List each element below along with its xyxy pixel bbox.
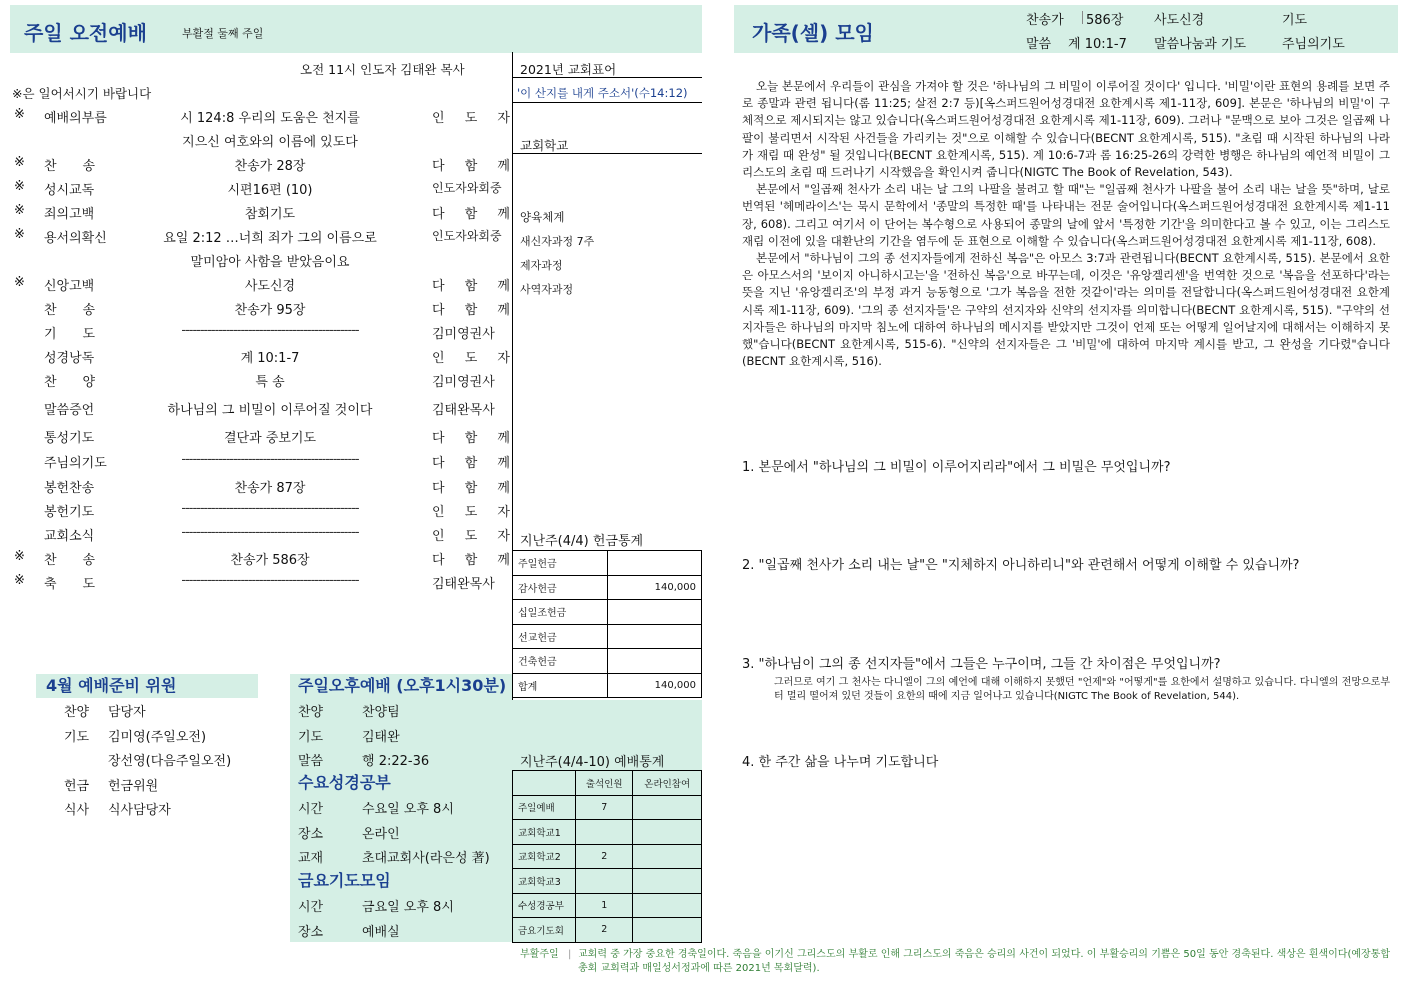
sermon-text — [742, 78, 1390, 370]
order-row: 봉헌찬송 찬송가 87장 다 함 께 — [44, 481, 510, 496]
list-item: 식사 식사담당자 — [64, 803, 171, 818]
footer-text: 교회력 중 가장 중요한 경축일이다. 죽음을 이기신 그리스도의 부활로 인해 그리스도의 죽음은 승리의 사건이 되었다. 이 부활승리의 기쁨은 50일 동안 경축된다. 색상은 흰색이다(예장통합 총회 교회력과 매일성서정과에 따른 2021년 목회달력). — [578, 949, 1390, 974]
order-row: ※ 축 도 ------------------------------------------------ 김태완목사 — [14, 573, 495, 592]
list-item: 장선영(다음주일오전) — [108, 754, 232, 769]
order-row: 찬 송 찬송가 95장 다 함 께 — [44, 303, 510, 318]
table-row: 금요기도회 2 — [513, 918, 702, 943]
table-row: 주일예배 7 — [513, 795, 702, 820]
left-header — [10, 5, 702, 53]
question-1: 1. 본문에서 "하나님의 그 비밀이 이루어지리라"에서 그 비밀은 무엇입니까? — [742, 460, 1171, 475]
question-4: 4. 한 주간 삶을 나누며 기도합니다 — [742, 755, 939, 770]
prep-list — [64, 701, 231, 824]
list-item: 교재 초대교회사(라은성 著) — [298, 851, 490, 866]
list-item: 찬양 담당자 — [64, 705, 146, 720]
prep-title: 4월 예배준비 위원 — [36, 674, 258, 698]
order-row: 주님의기도 ------------------------------------------------ 다 함 께 — [44, 452, 510, 471]
list-item: 시간 수요일 오후 8시 — [298, 802, 454, 817]
table-row: 건축헌금 — [513, 649, 702, 674]
creed-label: 사도신경 — [1154, 13, 1205, 28]
order-row: ※ 찬 송 찬송가 28장 다 함 께 — [14, 155, 510, 174]
word-value: 계 10:1-7 — [1068, 37, 1127, 52]
right-header — [734, 5, 1398, 53]
fri-title: 금요기도모임 — [298, 871, 391, 890]
prayer-label: 기도 — [1282, 13, 1308, 28]
afternoon-list — [298, 701, 429, 775]
stand-note: ※은 일어서시기 바랍니다 — [12, 86, 152, 101]
order-of-worship — [0, 107, 512, 597]
list-item: 시간 금요일 오후 8시 — [298, 900, 454, 915]
offering-table — [512, 550, 702, 698]
order-row: 찬 양 특 송 김미영권사 — [44, 375, 495, 390]
lords-prayer-label: 주님의기도 — [1282, 37, 1345, 52]
list-item: 기도 김미영(주일오전) — [64, 729, 207, 745]
school-label: 교회학교 — [520, 138, 569, 153]
hymn-label: 찬송가 — [1026, 13, 1064, 28]
afternoon-title: 주일오후예배 (오후1시30분) — [298, 676, 507, 695]
service-title: 주일 오전예배 — [24, 21, 147, 45]
question-3-note: 그러므로 여기 그 천사는 다니엘이 그의 예언에 대해 이해하지 못했던 "언제"와 "어떻게"를 요한에서 설명하고 있습니다. 다니엘의 전망으로부터 멀리 떨어져 있던 것들이 요한의 때에 지금 일어나고 있습니다(NIGTC The Book of Revelation, 544). — [774, 677, 1390, 702]
word-label: 말씀 — [1026, 37, 1052, 52]
nurture-label: 양육체계 — [520, 210, 565, 224]
order-row: 말씀증언 하나님의 그 비밀이 이루어질 것이다 김태완목사 — [44, 403, 495, 418]
offering-title: 지난주(4/4) 헌금통계 — [520, 534, 644, 549]
list-item: 헌금 헌금위원 — [64, 778, 159, 794]
order-row: 성경낭독 계 10:1-7 인 도 자 — [44, 351, 510, 366]
fri-list — [298, 896, 454, 945]
wed-title: 수요성경공부 — [298, 773, 391, 792]
sharing-label: 말씀나눔과 기도 — [1154, 37, 1247, 52]
paragraph: 본문에서 "하나님이 그의 종 선지자들에게 전하신 복음"은 아모스 3:7과 관련됩니다(BECNT 요한계시록, 515). 본문에서 요한은 아모스서의 '보이지 아니하시고는'을 '전하신 복음'으로 바꾸는데, 이것은 '유앙겔리센'을 번역한 것으로 '복음을 선포하다'라는 뜻을 지닌 '유앙겔리조'의 부정 과거 능동형으로 '그가 복음을 전한 것같이'라는 의미를 전달합니다(옥스퍼드원어성경대전 요한계시록 제1-11장, 609). '그의 종 선지자들'은 구약의 선지자와 신약의 선지자를 의미합니다(BECNT 요한계시록, 515). "구약의 선지자들은 하나님의 마지막 침노에 대하여 하나님의 메시지를 받았지만 그것이 언제 또는 어떻게 일어날지에 대해서는 이해하지 못했"습니다(BECNT 요한계시록, 515-6). "신약의 선지자들은 그 '비밀'에 대하여 마지막 계시를 받고, 그 완성을 기다렸"습니다(BECNT 요한계시록, 516). — [742, 251, 1390, 369]
list-item: 장소 온라인 — [298, 826, 400, 842]
order-row: 기 도 ------------------------------------------------ 김미영권사 — [44, 323, 495, 342]
table-row: 선교헌금 — [513, 624, 702, 649]
list-item: 기도 김태완 — [298, 729, 400, 745]
table-row: 감사헌금 140,000 — [513, 575, 702, 600]
paragraph: 본문에서 "일곱째 천사가 소리 내는 날 그의 나팔을 불려고 할 때"는 "일곱째 천사가 나팔을 불어 소리 내는 날을 뜻"하며, 날로 번역된 '헤메라이스'는 묵시 문학에서 '종말의 특정한 때'를 나타내는 전문 술어입니다(옥스퍼드원어성경대전 요한계시록 제1-11장, 608). 그리고 여기서 이 단어는 복수형으로 사용되어 종말의 날에 앞서 '특정한 기간'을 의미한다고 볼 수 있고, 이는 그리스도 재림 이전에 있을 대환난의 기간을 염두에 둔 표현으로 이해할 수 있습니다(옥스퍼드원어성경대전 요한계시록 제1-11장, 608). — [742, 182, 1390, 248]
attendance-table — [512, 770, 702, 943]
order-row: 교회소식 ------------------------------------------------ 인 도 자 — [44, 525, 510, 544]
order-row: ※ 예배의부름 시 124:8 우리의 도움은 천지를 인 도 자 — [14, 107, 510, 126]
list-item: 말씀 행 2:22-36 — [298, 754, 430, 769]
list-item: 찬양 찬양팀 — [298, 705, 400, 720]
hymn-value: 586장 — [1086, 13, 1124, 28]
order-row: ※ 신앙고백 사도신경 다 함 께 — [14, 275, 510, 294]
footer-divider: | — [568, 949, 572, 960]
table-row: 수성경공부 1 — [513, 893, 702, 918]
order-row: 봉헌기도 ------------------------------------------------ 인 도 자 — [44, 501, 510, 520]
service-info: 오전 11시 인도자 김태완 목사 — [300, 62, 465, 77]
table-row: 주일헌금 — [513, 551, 702, 576]
paragraph: 오늘 본문에서 우리들이 관심을 가져야 할 것은 '하나님의 그 비밀이 이루어질 것이다' 입니다. '비밀'이란 표현의 용례를 보면 주로 종말과 관련 됩니다(롬 11:25; 살전 2:7 등)[옥스퍼드원어성경대전 요한계시록 제1-11장, 609]. 본문은 '하나님의 비밀'이 구체적으로 제시되지는 않고 있습니다(옥스퍼드원어성경대전 요한계시록 제1-11장, 609). 그러나 "문맥으로 보아 그것은 일곱째 나팔이 불리면서 시작된 사건들을 가리키는 것"으로 이해할 수 있습니다(BECNT 요한계시록, 515). "초림 때 시작된 하나님의 나라가 재림 때 완성" 될 것입니다(BECNT 요한계시록, 515). 계 10:6-7과 롬 16:25-26의 강력한 병행은 하나님의 예언적 비밀이 그리스도의 초림 때 드러나기 시작했음을 확인시켜 줍니다(NIGTC The Book of Revelation, 543). — [742, 79, 1390, 180]
order-row: 통성기도 결단과 중보기도 다 함 께 — [44, 431, 510, 446]
order-row: 말미암아 사함을 받았음이요 — [190, 255, 350, 270]
motto-title: 2021년 교회표어 — [520, 62, 617, 77]
order-row: ※ 찬 송 찬송가 586장 다 함 께 — [14, 549, 510, 568]
footer-note — [520, 948, 1390, 976]
order-row: ※ 성시교독 시편16편 (10) 인도자와회중 — [14, 179, 502, 198]
footer-label: 부활주일 — [520, 949, 559, 960]
question-3: 3. "하나님이 그의 종 선지자들"에서 그들은 누구이며, 그들 간 차이점은 무엇입니까? — [742, 657, 1221, 672]
list-item: 장소 예배실 — [298, 924, 400, 940]
attendance-title: 지난주(4/4-10) 예배통계 — [520, 755, 665, 770]
question-2: 2. "일곱째 천사가 소리 내는 날"은 "지체하지 아니하리니"와 관련해서 어떻게 이해할 수 있습니까? — [742, 558, 1300, 573]
course-item: 제자과정 — [520, 259, 563, 272]
wed-list — [298, 798, 490, 872]
order-row: 지으신 여호와의 이름에 있도다 — [182, 135, 358, 150]
course-item: 사역자과정 — [520, 283, 574, 296]
table-row: 합계 140,000 — [513, 673, 702, 698]
motto: '이 산지를 내게 주소서'(수14:12) — [517, 86, 688, 100]
course-item: 새신자과정 7주 — [520, 235, 595, 248]
table-row: 출석인원 온라인참여 — [513, 771, 702, 796]
table-row: 교회학교2 2 — [513, 844, 702, 869]
service-subtitle: 부활절 둘째 주일 — [182, 27, 264, 40]
table-row: 교회학교3 — [513, 869, 702, 894]
cell-meeting-title: 가족(셀) 모임 — [752, 21, 874, 45]
table-row: 십일조헌금 — [513, 600, 702, 625]
order-row: ※ 죄의고백 참회기도 다 함 께 — [14, 203, 510, 222]
order-row: ※ 용서의확신 요일 2:12 …너희 죄가 그의 이름으로 인도자와회중 — [14, 227, 502, 246]
table-row: 교회학교1 — [513, 820, 702, 845]
